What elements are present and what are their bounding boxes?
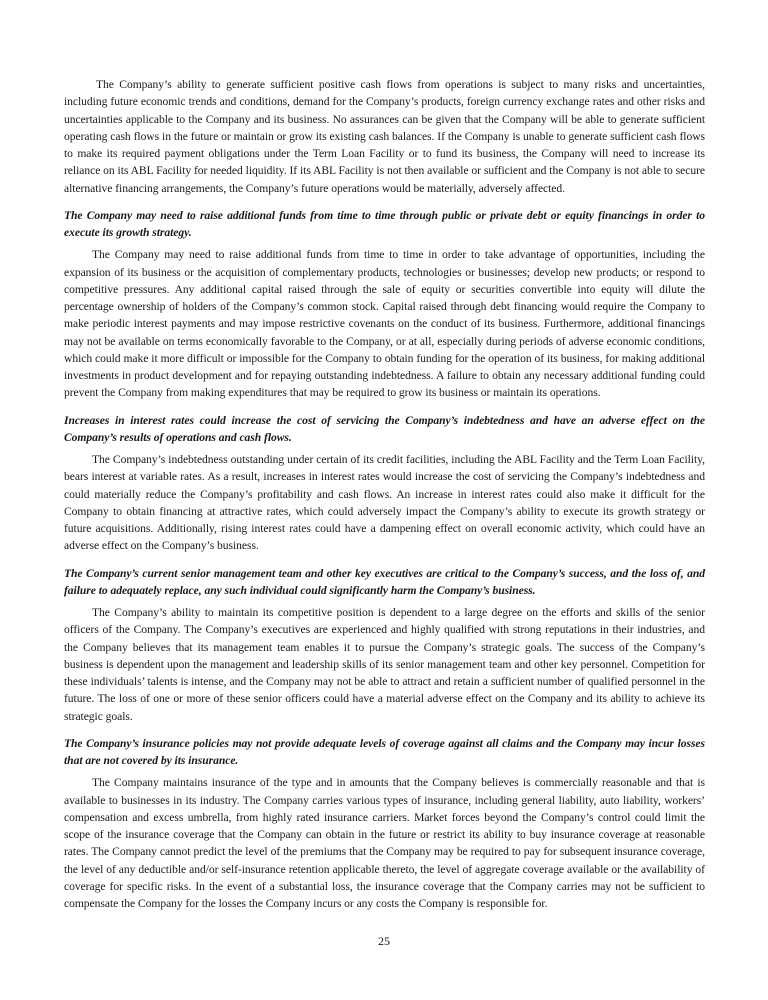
document-page: [64, 76, 705, 922]
risk-factor-section: [64, 565, 705, 725]
page-number: 25: [378, 934, 390, 948]
section-heading: The Company may need to raise additional funds from time to time through public or private debt or equity financings in order to execute its growth strategy.: [64, 208, 705, 239]
risk-factor-section: [64, 412, 705, 555]
section-body: The Company may need to raise additional funds from time to time in order to take advantage of opportunities, including the expansion of its business or the acquisition of complementary products, technologies or businesses; develop new products; or respond to competitive pressures. Any additional capital raised through the sale of equity or securities convertible into equity will dilute the percentage ownership of holders of the Company’s common stock. Capital raised through debt financing would require the Company to make periodic interest payments and may impose restrictive covenants on the conduct of its business. Furthermore, additional financings may not be available on terms economically favorable to the Company, or at all, especially during periods of adverse economic conditions, which could make it more difficult or impossible for the Company to obtain funding for the operation of its business, for making additional investments in product development and for repaying outstanding indebtedness. A failure to obtain any necessary additional funding could prevent the Company from making expenditures that may be required to grow its business or maintain its operations.: [64, 248, 705, 400]
section-body: The Company’s indebtedness outstanding under certain of its credit facilities, including the ABL Facility and the Term Loan Facility, bears interest at variable rates. As a result, increases in interest rates would increase the cost of servicing the Company’s indebtedness and could materially reduce the Company’s profitability and cash flows. An increase in interest rates could also make it difficult for the Company to obtain financing at attractive rates, which could adversely impact the Company’s ability to execute its growth strategy or future acquisitions. Additionally, rising interest rates could have a dampening effect on overall economic activity, which could have an adverse effect on the Company’s business.: [64, 453, 705, 553]
risk-factor-section: [64, 207, 705, 402]
section-body: The Company maintains insurance of the type and in amounts that the Company believes is commercially reasonable and that is available to businesses in its industry. The Company carries various types of insurance, including general liability, auto liability, workers’ compensation and excess umbrella, from highly rated insurance carriers. Market forces beyond the Company’s control could limit the scope of the insurance coverage that the Company can obtain in the future or restrict its ability to buy insurance coverage at reasonable rates. The Company cannot predict the level of the premiums that the Company may be required to pay for subsequent insurance coverage, the level of any deductible and/or self-insurance retention applicable thereto, the level of aggregate coverage available or the availability of coverage for specific risks. In the event of a substantial loss, the insurance coverage that the Company carries may not be sufficient to compensate the Company for the losses the Company incurs or any costs the Company is responsible for.: [64, 776, 705, 910]
section-heading: The Company’s insurance policies may not provide adequate levels of coverage against all claims and the Company may incur losses that are not covered by its insurance.: [64, 736, 705, 767]
risk-factor-section: [64, 735, 705, 913]
section-heading: The Company’s current senior management team and other key executives are critical to the Company’s success, and the loss of, and failure to adequately replace, any such individual could significantly harm the Company’s business.: [64, 566, 705, 597]
section-heading: Increases in interest rates could increase the cost of servicing the Company’s indebtedness and have an adverse effect on the Company’s results of operations and cash flows.: [64, 413, 705, 444]
section-body: The Company’s ability to maintain its competitive position is dependent to a large degree on the efforts and skills of the senior officers of the Company. The Company’s executives are experienced and highly qualified with strong reputations in their industries, and the Company believes that its management team enables it to pursue the Company’s strategic goals. The success of the Company’s business is dependent upon the management and leadership skills of its senior management team and other key personnel. Competition for these individuals’ talents is intense, and the Company may not be able to attract and retain a sufficient number of qualified personnel in the future. The loss of one or more of these senior officers could have a material adverse effect on the Company and its ability to achieve its strategic goals.: [64, 606, 705, 723]
intro-paragraph: The Company’s ability to generate sufficient positive cash flows from operations is subject to many risks and uncertainties, including future economic trends and conditions, demand for the Company’s products, foreign currency exchange rates and other risks and uncertainties applicable to the Company and its business. No assurances can be given that the Company will be able to generate sufficient operating cash flows in the future or maintain or grow its existing cash balances. If the Company is unable to generate sufficient cash flows to make its required payment obligations under the Term Loan Facility or to fund its business, the Company will need to increase its reliance on its ABL Facility for needed liquidity. If its ABL Facility is not then available or sufficient and the Company is not able to secure alternative financing arrangements, the Company’s future operations would be materially, adversely affected.: [64, 78, 705, 195]
